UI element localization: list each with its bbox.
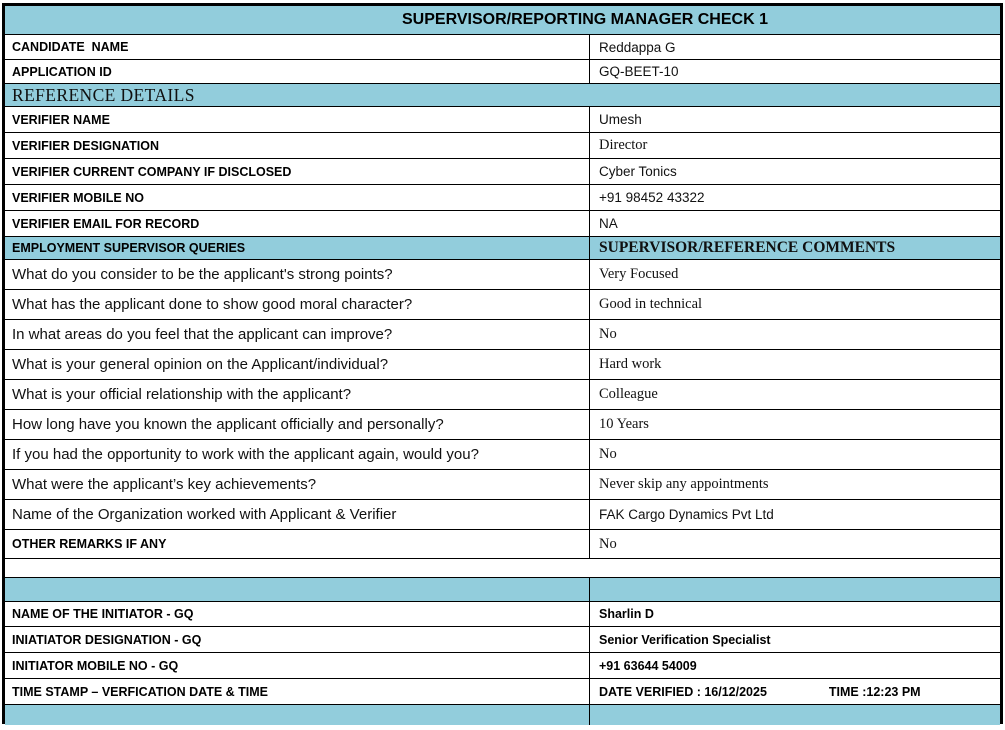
timestamp-row: [5, 679, 1000, 705]
verifier-email-label: VERIFIER EMAIL FOR RECORD: [12, 216, 200, 231]
question-text: What were the applicant’s key achievements?: [12, 476, 317, 493]
query-row-known-duration: [5, 410, 1000, 440]
question-text: How long have you known the applicant officially and personally?: [12, 416, 444, 433]
form-title: SUPERVISOR/REPORTING MANAGER CHECK 1: [402, 11, 768, 28]
verifier-company-row: [5, 159, 1000, 185]
candidate-name-label: CANDIDATE NAME: [12, 40, 129, 54]
verifier-name-label: VERIFIER NAME: [12, 112, 110, 127]
verifier-mobile-row: [5, 185, 1000, 211]
initiator-designation-row: [5, 627, 1000, 653]
query-row-key-achievements: [5, 470, 1000, 500]
verifier-company-label: VERIFIER CURRENT COMPANY IF DISCLOSED: [12, 164, 292, 179]
reference-details-section-row: [5, 84, 1000, 107]
initiator-designation-value: Senior Verification Specialist: [589, 627, 1000, 652]
query-row-improve: [5, 320, 1000, 350]
verifier-email-value: NA: [589, 211, 1000, 236]
initiator-name-label: NAME OF THE INITIATOR - GQ: [12, 607, 194, 621]
supervisor-check-form: [2, 3, 1003, 724]
application-id-row: [5, 60, 1000, 84]
query-row-moral-character: [5, 290, 1000, 320]
initiator-mobile-row: [5, 653, 1000, 679]
answer-text: No: [589, 320, 1000, 349]
queries-header-right: SUPERVISOR/REFERENCE COMMENTS: [589, 237, 1000, 259]
blue-separator-row: [5, 578, 1000, 602]
question-text: What has the applicant done to show good moral character?: [12, 296, 413, 313]
query-row-work-again: [5, 440, 1000, 470]
verifier-name-value: Umesh: [589, 107, 1000, 132]
application-id-label: APPLICATION ID: [12, 64, 112, 79]
queries-header-left: EMPLOYMENT SUPERVISOR QUERIES: [12, 241, 246, 255]
question-text: What is your official relationship with the applicant?: [12, 386, 352, 403]
query-row-general-opinion: [5, 350, 1000, 380]
verifier-designation-row: [5, 133, 1000, 159]
queries-header-row: [5, 237, 1000, 260]
answer-text: Never skip any appointments: [589, 470, 1000, 499]
question-text: Name of the Organization worked with Applicant & Verifier: [12, 506, 397, 523]
answer-text: 10 Years: [589, 410, 1000, 439]
answer-text: Colleague: [589, 380, 1000, 409]
initiator-name-row: [5, 602, 1000, 627]
candidate-name-value: Reddappa G: [589, 35, 1000, 59]
initiator-designation-label: INIATIATOR DESIGNATION - GQ: [12, 632, 202, 647]
bottom-blue-row: [5, 705, 1000, 725]
timestamp-label: TIME STAMP – VERFICATION DATE & TIME: [12, 684, 269, 699]
other-remarks-label: OTHER REMARKS IF ANY: [12, 537, 167, 551]
answer-text: Good in technical: [589, 290, 1000, 319]
query-row-official-relationship: [5, 380, 1000, 410]
verifier-designation-value: Director: [589, 133, 1000, 158]
answer-text: No: [589, 440, 1000, 469]
question-text: If you had the opportunity to work with the applicant again, would you?: [12, 446, 479, 463]
application-id-value: GQ-BEET-10: [589, 60, 1000, 83]
question-text: What do you consider to be the applicant's strong points?: [12, 266, 393, 283]
verifier-designation-label: VERIFIER DESIGNATION: [12, 138, 160, 153]
reference-details-heading: REFERENCE DETAILS: [12, 84, 195, 105]
verifier-company-value: Cyber Tonics: [589, 159, 1000, 184]
other-remarks-value: No: [589, 530, 1000, 558]
form-title-row: [5, 6, 1000, 35]
query-row-strong-points: [5, 260, 1000, 290]
blank-white-row: [5, 559, 1000, 578]
question-text: What is your general opinion on the Applicant/individual?: [12, 356, 389, 373]
other-remarks-row: [5, 530, 1000, 559]
initiator-mobile-label: INITIATOR MOBILE NO - GQ: [12, 658, 179, 673]
verifier-email-row: [5, 211, 1000, 237]
initiator-mobile-value: +91 63644 54009: [589, 653, 1000, 678]
candidate-name-row: [5, 35, 1000, 60]
answer-text: Hard work: [589, 350, 1000, 379]
initiator-name-value: Sharlin D: [589, 602, 1000, 626]
answer-text: FAK Cargo Dynamics Pvt Ltd: [589, 500, 1000, 529]
query-row-organization: [5, 500, 1000, 530]
question-text: In what areas do you feel that the applicant can improve?: [12, 326, 393, 343]
verifier-name-row: [5, 107, 1000, 133]
verifier-mobile-value: +91 98452 43322: [589, 185, 1000, 210]
verifier-mobile-label: VERIFIER MOBILE NO: [12, 190, 144, 205]
date-verified-value: DATE VERIFIED : 16/12/2025: [599, 684, 767, 699]
time-verified-value: TIME :12:23 PM: [828, 684, 921, 699]
answer-text: Very Focused: [589, 260, 1000, 289]
